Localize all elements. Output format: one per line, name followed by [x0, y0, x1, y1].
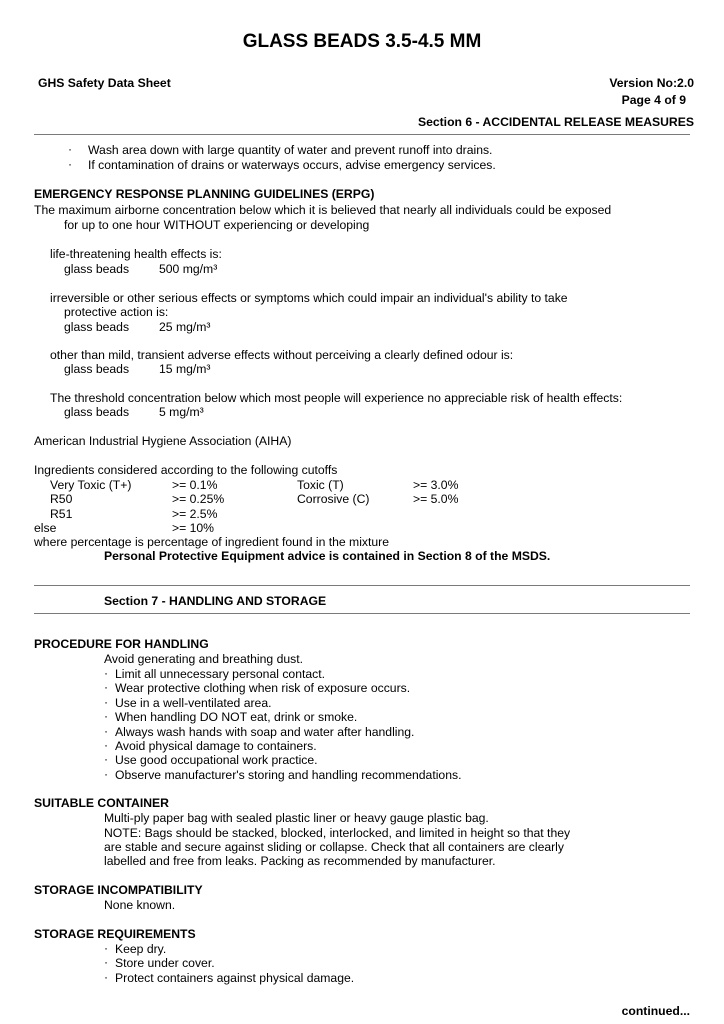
list-item: Protect containers against physical damage.	[115, 971, 355, 985]
divider	[34, 613, 690, 614]
erpg-life-value: 500 mg/m³	[159, 262, 218, 276]
list-item: Wash area down with large quantity of water and prevent runoff into drains.	[88, 143, 493, 157]
bullet-icon: ·	[68, 142, 73, 156]
cutoff-else-value: >= 10%	[172, 521, 215, 535]
container-text: Multi-ply paper bag with sealed plastic liner or heavy gauge plastic bag.	[104, 811, 489, 825]
cutoff-label: Corrosive (C)	[297, 492, 370, 506]
cutoff-value: >= 5.0%	[413, 492, 459, 506]
incompatibility-text: None known.	[104, 898, 176, 912]
bullet-icon: ·	[104, 955, 109, 969]
divider	[34, 585, 690, 586]
list-item: Keep dry.	[115, 942, 167, 956]
cutoff-value: >= 3.0%	[413, 478, 459, 492]
handling-intro: Avoid generating and breathing dust.	[104, 652, 303, 666]
erpg-mild-label: other than mild, transient adverse effects without perceiving a clearly defined odour is:	[50, 348, 514, 362]
container-text: are stable and secure against sliding or collapse. Check that all containers are clearly	[104, 840, 564, 854]
erpg-irreversible-label: irreversible or other serious effects or symptoms which could impair an individual's ability to take	[50, 291, 568, 305]
erpg-threshold-substance: glass beads	[64, 405, 130, 419]
list-item: Limit all unnecessary personal contact.	[115, 667, 326, 681]
erpg-life-label: life-threatening health effects is:	[50, 247, 222, 261]
erpg-irreversible-label-continued: protective action is:	[64, 305, 169, 319]
erpg-life-substance: glass beads	[64, 262, 130, 276]
bullet-icon: ·	[104, 970, 109, 984]
cutoff-value: >= 0.1%	[172, 478, 218, 492]
container-heading: SUITABLE CONTAINER	[34, 796, 169, 810]
erpg-threshold-value: 5 mg/m³	[159, 405, 204, 419]
erpg-intro: The maximum airborne concentration below which it is believed that nearly all individuals could be exposed	[34, 203, 612, 217]
version-label: Version No:2.0	[609, 76, 694, 90]
bullet-icon: ·	[104, 666, 109, 680]
cutoff-else-label: else	[34, 521, 57, 535]
erpg-irreversible-substance: glass beads	[64, 320, 130, 334]
erpg-mild-value: 15 mg/m³	[159, 362, 211, 376]
list-item: If contamination of drains or waterways occurs, advise emergency services.	[88, 158, 496, 172]
list-item: Store under cover.	[115, 956, 215, 970]
cutoff-value: >= 0.25%	[172, 492, 225, 506]
bullet-icon: ·	[104, 941, 109, 955]
container-text: NOTE: Bags should be stacked, blocked, interlocked, and limited in height so that they	[104, 826, 571, 840]
divider	[34, 134, 690, 135]
cutoff-label: R51	[50, 507, 73, 521]
document-title: GLASS BEADS 3.5-4.5 MM	[242, 31, 482, 52]
cutoffs-intro: Ingredients considered according to the following cutoffs	[34, 463, 338, 477]
handling-heading: PROCEDURE FOR HANDLING	[34, 637, 209, 651]
bullet-icon: ·	[68, 157, 73, 171]
cutoffs-note: where percentage is percentage of ingredient found in the mixture	[34, 535, 390, 549]
page-number: Page 4 of 9	[621, 93, 686, 107]
erpg-intro-continued: for up to one hour WITHOUT experiencing or developing	[64, 218, 370, 232]
list-item: Use good occupational work practice.	[115, 753, 318, 767]
list-item: Observe manufacturer's storing and handling recommendations.	[115, 768, 462, 782]
cutoff-label: Toxic (T)	[297, 478, 344, 492]
bullet-icon: ·	[104, 752, 109, 766]
section-7-title: Section 7 - HANDLING AND STORAGE	[104, 594, 327, 608]
list-item: Use in a well-ventilated area.	[115, 696, 272, 710]
erpg-mild-substance: glass beads	[64, 362, 130, 376]
erpg-threshold-label: The threshold concentration below which most people will experience no appreciable risk of health effects:	[50, 391, 623, 405]
continued-note: continued...	[621, 1004, 690, 1018]
bullet-icon: ·	[104, 680, 109, 694]
bullet-icon: ·	[104, 767, 109, 781]
list-item: Always wash hands with soap and water after handling.	[115, 725, 415, 739]
bullet-icon: ·	[104, 695, 109, 709]
list-item: When handling DO NOT eat, drink or smoke.	[115, 710, 358, 724]
bullet-icon: ·	[104, 724, 109, 738]
cutoff-value: >= 2.5%	[172, 507, 218, 521]
section-6-title: Section 6 - ACCIDENTAL RELEASE MEASURES	[417, 115, 694, 129]
bullet-icon: ·	[104, 738, 109, 752]
bullet-icon: ·	[104, 709, 109, 723]
incompatibility-heading: STORAGE INCOMPATIBILITY	[34, 883, 203, 897]
erpg-heading: EMERGENCY RESPONSE PLANNING GUIDELINES (ERPG)	[34, 187, 375, 201]
container-text: labelled and free from leaks. Packing as recommended by manufacturer.	[104, 854, 496, 868]
erpg-irreversible-value: 25 mg/m³	[159, 320, 211, 334]
aiha-note: American Industrial Hygiene Association (AIHA)	[34, 434, 292, 448]
cutoff-label: R50	[50, 492, 73, 506]
ppe-note: Personal Protective Equipment advice is contained in Section 8 of the MSDS.	[104, 549, 551, 563]
doc-type-label: GHS Safety Data Sheet	[38, 76, 171, 90]
list-item: Wear protective clothing when risk of exposure occurs.	[115, 681, 411, 695]
list-item: Avoid physical damage to containers.	[115, 739, 317, 753]
cutoff-label: Very Toxic (T+)	[50, 478, 132, 492]
requirements-heading: STORAGE REQUIREMENTS	[34, 927, 196, 941]
